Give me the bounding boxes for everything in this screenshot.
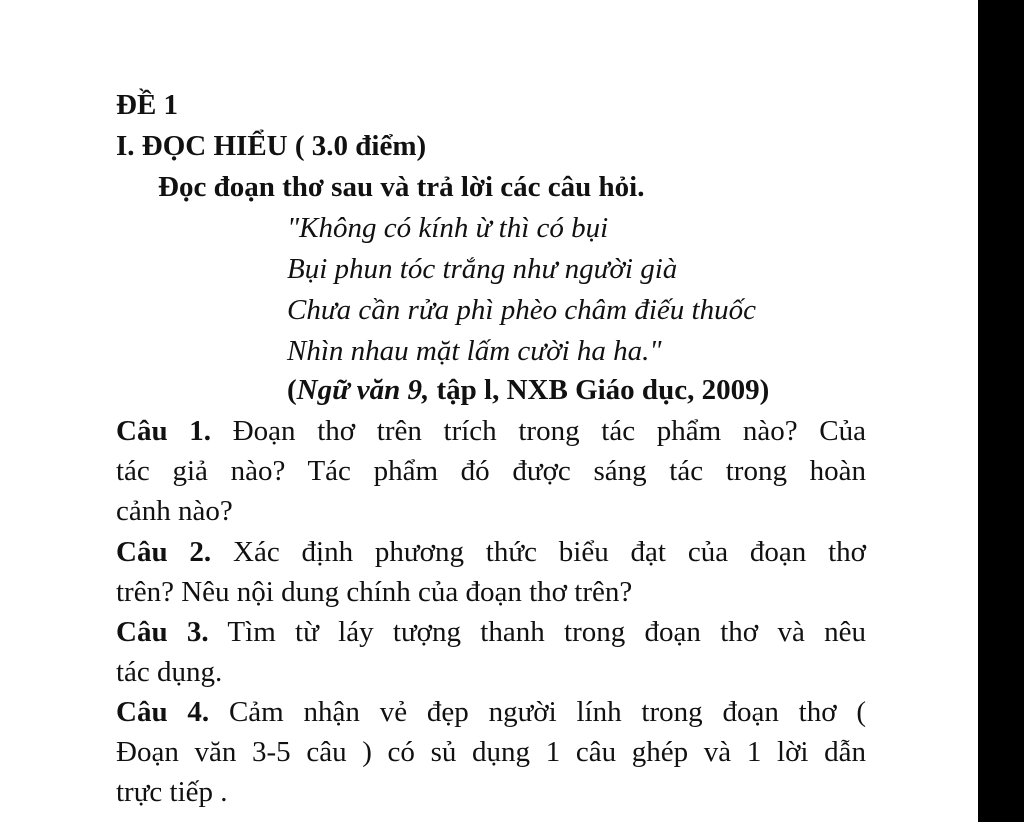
question-1-text-1: Đoạn thơ trên trích trong tác phẩm nào? Của (211, 415, 866, 447)
question-4-line-3: trực tiếp . (116, 776, 228, 808)
question-4-line-1 (116, 693, 866, 731)
question-1-label: Câu 1. (116, 415, 212, 447)
question-3-line-2: tác dụng. (116, 656, 223, 688)
question-2-line-1 (116, 533, 866, 571)
question-2-label: Câu 2. (116, 536, 212, 568)
poem-line-1: "Không có kính ừ thì có bụi (287, 212, 609, 244)
right-black-bar (978, 0, 1024, 822)
exam-title: ĐỀ 1 (116, 89, 179, 121)
citation (287, 371, 769, 409)
question-3-label: Câu 3. (116, 616, 209, 648)
citation-open: ( (287, 374, 297, 406)
instruction: Đọc đoạn thơ sau và trả lời các câu hỏi. (158, 171, 645, 203)
question-2-line-2: trên? Nêu nội dung chính của đoạn thơ trên? (116, 576, 633, 608)
poem-line-3: Chưa cần rửa phì phèo châm điếu thuốc (287, 294, 756, 326)
citation-rest: tập l, NXB Giáo dục, 2009) (429, 374, 770, 406)
question-4-label: Câu 4. (116, 696, 210, 728)
question-3-text-1: Tìm từ láy tượng thanh trong đoạn thơ và nêu (208, 616, 866, 648)
question-3-line-1 (116, 613, 866, 651)
citation-book: Ngữ văn 9, (296, 374, 430, 406)
question-1-line-2: tác giả nào? Tác phẩm đó được sáng tác trong hoàn (116, 455, 866, 487)
poem-line-4: Nhìn nhau mặt lấm cười ha ha." (287, 335, 662, 367)
question-4-text-1: Cảm nhận vẻ đẹp người lính trong đoạn thơ ( (209, 696, 866, 728)
section-heading: I. ĐỌC HIỂU ( 3.0 điểm) (116, 130, 427, 162)
question-1-line-1 (116, 412, 866, 450)
poem-line-2: Bụi phun tóc trắng như người già (287, 253, 678, 285)
question-2-text-1: Xác định phương thức biểu đạt của đoạn thơ (211, 536, 867, 568)
question-1-line-3: cảnh nào? (116, 495, 233, 527)
question-4-line-2: Đoạn văn 3-5 câu ) có sủ dụng 1 câu ghép và 1 lời dẫn (116, 736, 866, 768)
